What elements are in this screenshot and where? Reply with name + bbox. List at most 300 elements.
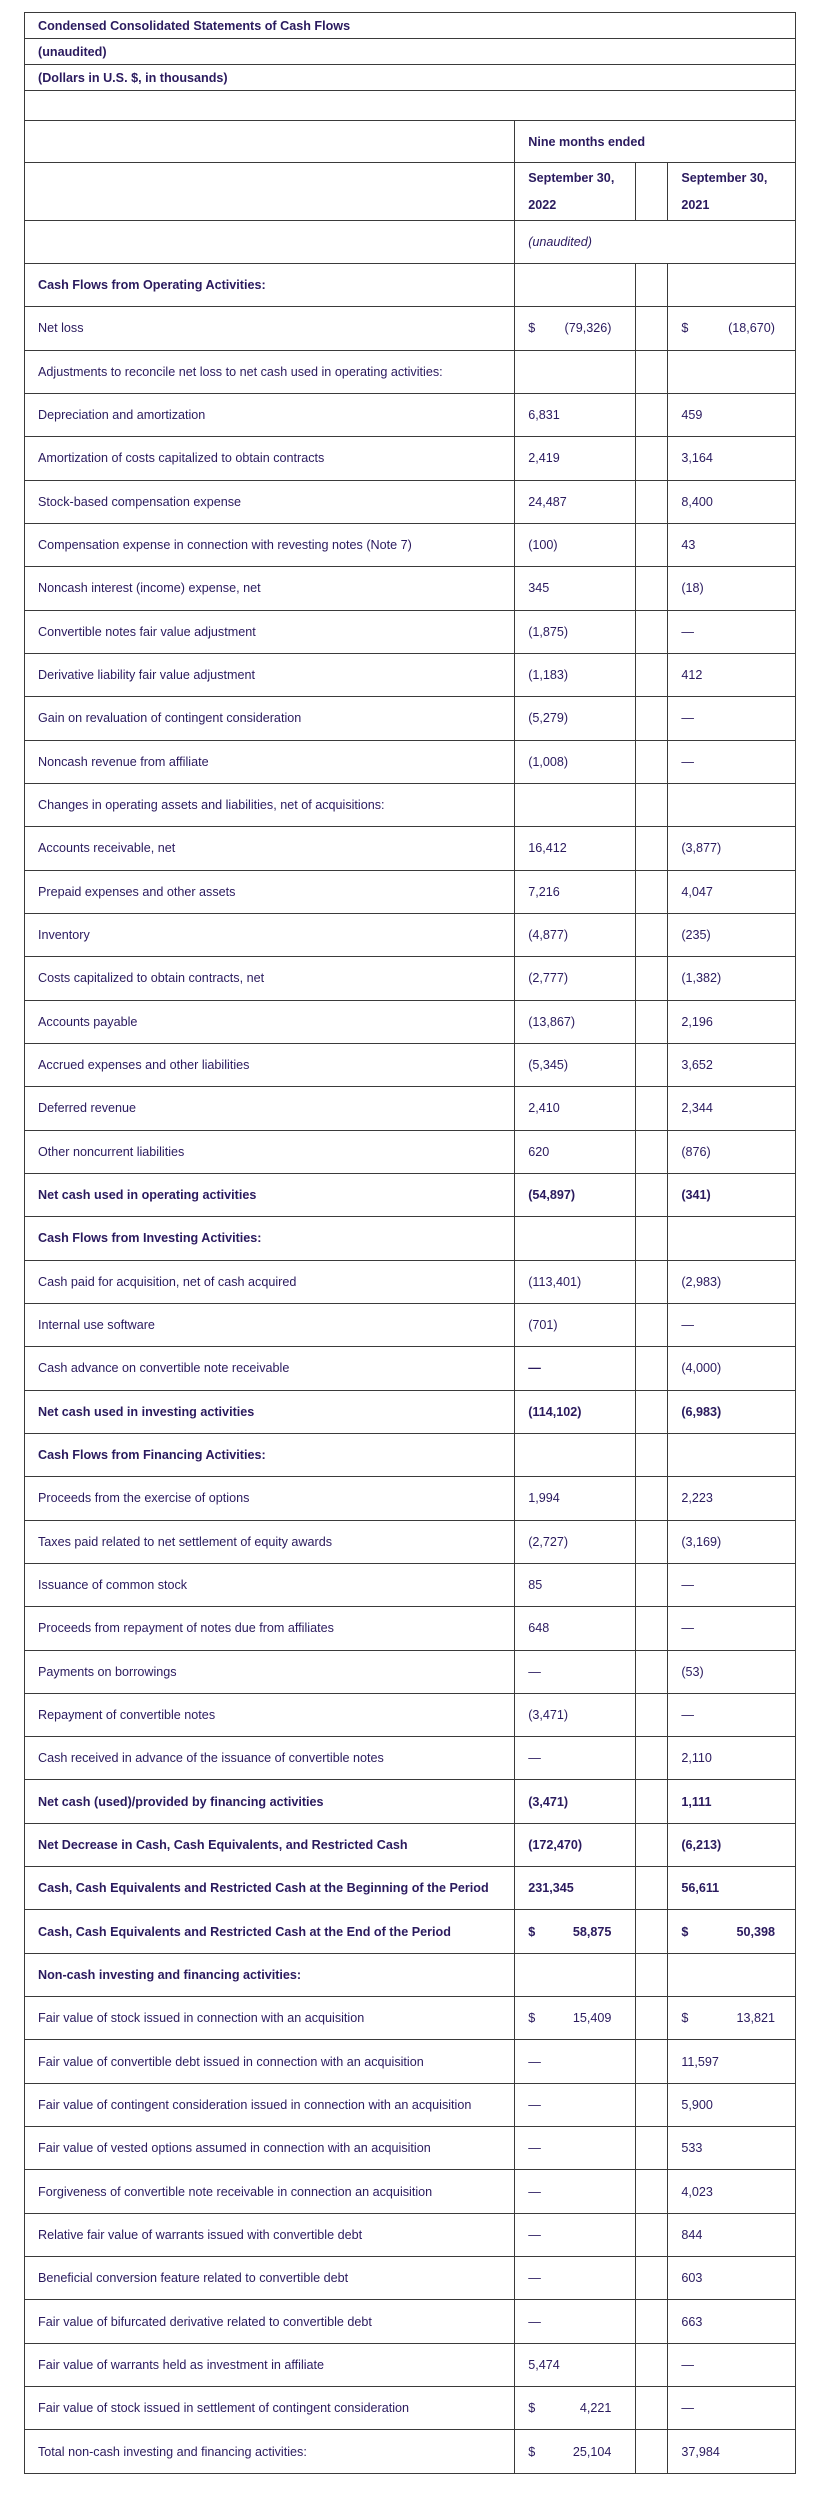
value-2021: (4,000) xyxy=(681,1361,722,1376)
value-2021-cell xyxy=(668,913,796,956)
row-label: Changes in operating assets and liabilities, net of acquisitions: xyxy=(25,783,515,826)
gap-cell xyxy=(636,1130,668,1173)
gap-cell xyxy=(636,1390,668,1433)
value-2022: (701) xyxy=(528,1318,558,1333)
value-2021: 3,164 xyxy=(681,451,713,466)
gap-cell xyxy=(636,1867,668,1910)
value-2021-cell xyxy=(668,1780,796,1823)
value-2022-cell xyxy=(515,913,636,956)
value-2022-cell xyxy=(515,2387,636,2430)
value-2021-cell xyxy=(668,2387,796,2430)
table-row xyxy=(25,783,796,826)
value-2021-cell xyxy=(668,264,796,307)
gap-cell xyxy=(636,480,668,523)
value-2021: 50,398 xyxy=(736,1924,775,1939)
row-label: Fair value of convertible debt issued in connection with an acquisition xyxy=(25,2040,515,2083)
table-row xyxy=(25,2257,796,2300)
row-label: Repayment of convertible notes xyxy=(25,1693,515,1736)
cash-flow-statement xyxy=(24,12,796,2474)
value-2021-cell xyxy=(668,1433,796,1476)
cash-flow-table xyxy=(24,12,796,2474)
gap-cell xyxy=(636,697,668,740)
value-2021: (6,213) xyxy=(681,1837,722,1852)
value-2021-cell xyxy=(668,1347,796,1390)
value-2022-cell xyxy=(515,350,636,393)
value-2022: (3,471) xyxy=(528,1707,569,1722)
unaudited-note: (unaudited) xyxy=(25,39,796,65)
value-2022-cell xyxy=(515,1477,636,1520)
row-label: Cash paid for acquisition, net of cash acquired xyxy=(25,1260,515,1303)
gap-cell xyxy=(636,307,668,350)
gap-cell xyxy=(636,1303,668,1346)
value-2022: (5,345) xyxy=(528,1058,569,1073)
value-2021-cell xyxy=(668,2040,796,2083)
table-row xyxy=(25,1823,796,1866)
row-label: Net Decrease in Cash, Cash Equivalents, and Restricted Cash xyxy=(25,1823,515,1866)
value-2022: (4,877) xyxy=(528,928,569,943)
value-2021-cell xyxy=(668,1260,796,1303)
value-2021-cell xyxy=(668,2127,796,2170)
gap-cell xyxy=(636,957,668,1000)
row-label: Payments on borrowings xyxy=(25,1650,515,1693)
value-2022: (113,401) xyxy=(528,1274,582,1289)
gap-cell xyxy=(636,1737,668,1780)
value-2021-cell xyxy=(668,783,796,826)
row-label: Fair value of vested options assumed in connection with an acquisition xyxy=(25,2127,515,2170)
value-2021-cell xyxy=(668,1910,796,1953)
row-label: Other noncurrent liabilities xyxy=(25,1130,515,1173)
table-row xyxy=(25,1997,796,2040)
header-gap-cell xyxy=(636,163,668,221)
value-2022: — xyxy=(528,2141,541,2156)
value-2022: (2,727) xyxy=(528,1534,569,1549)
value-2021-cell xyxy=(668,1130,796,1173)
value-2022: 4,221 xyxy=(579,2401,612,2416)
table-row xyxy=(25,1910,796,1953)
row-label: Stock-based compensation expense xyxy=(25,480,515,523)
table-row xyxy=(25,1607,796,1650)
value-2021: — xyxy=(681,624,694,639)
row-label: Taxes paid related to net settlement of equity awards xyxy=(25,1520,515,1563)
header-blank-cell xyxy=(25,163,515,221)
value-2021: 2,344 xyxy=(681,1101,713,1116)
value-2022: 2,419 xyxy=(528,451,560,466)
value-2021-cell xyxy=(668,1000,796,1043)
value-2021-cell xyxy=(668,350,796,393)
row-label: Proceeds from repayment of notes due from affiliates xyxy=(25,1607,515,1650)
gap-cell xyxy=(636,2257,668,2300)
value-2021: 3,652 xyxy=(681,1058,713,1073)
table-row xyxy=(25,653,796,696)
value-2021: 4,023 xyxy=(681,2184,713,2199)
value-2022-cell xyxy=(515,523,636,566)
value-2021-cell xyxy=(668,307,796,350)
table-row xyxy=(25,1953,796,1996)
dollar-sign: $ xyxy=(528,1924,536,1939)
value-2021: 43 xyxy=(681,538,696,553)
value-2021: 37,984 xyxy=(681,2444,720,2459)
row-label: Cash advance on convertible note receivable xyxy=(25,1347,515,1390)
gap-cell xyxy=(636,1000,668,1043)
table-row xyxy=(25,913,796,956)
value-2022-cell xyxy=(515,1910,636,1953)
value-2021-cell xyxy=(668,2300,796,2343)
value-2022-cell xyxy=(515,783,636,826)
row-label: Accounts payable xyxy=(25,1000,515,1043)
gap-cell xyxy=(636,1043,668,1086)
value-2021-cell xyxy=(668,1693,796,1736)
value-2022: — xyxy=(528,1361,541,1376)
column-header-2022-year: 2022 xyxy=(528,197,557,212)
value-2021: — xyxy=(681,2357,694,2372)
value-2021-cell xyxy=(668,523,796,566)
value-2022: 648 xyxy=(528,1621,550,1636)
value-2022: 5,474 xyxy=(528,2357,560,2372)
gap-cell xyxy=(636,2387,668,2430)
value-2021-cell xyxy=(668,957,796,1000)
table-row xyxy=(25,2170,796,2213)
value-2022-cell xyxy=(515,2343,636,2386)
value-2021-cell xyxy=(668,2257,796,2300)
value-2021-cell xyxy=(668,827,796,870)
row-label: Beneficial conversion feature related to convertible debt xyxy=(25,2257,515,2300)
value-2022-cell xyxy=(515,1173,636,1216)
value-2022-cell xyxy=(515,1997,636,2040)
value-2022: (54,897) xyxy=(528,1188,576,1203)
value-2022-cell xyxy=(515,1780,636,1823)
value-2022: (1,008) xyxy=(528,754,569,769)
row-label: Inventory xyxy=(25,913,515,956)
table-row xyxy=(25,2430,796,2473)
row-label: Net loss xyxy=(25,307,515,350)
row-label: Issuance of common stock xyxy=(25,1563,515,1606)
value-2021-cell xyxy=(668,2170,796,2213)
row-label: Net cash (used)/provided by financing activities xyxy=(25,1780,515,1823)
gap-cell xyxy=(636,2170,668,2213)
value-2022-cell xyxy=(515,307,636,350)
row-label: Cash, Cash Equivalents and Restricted Cash at the Beginning of the Period xyxy=(25,1867,515,1910)
gap-cell xyxy=(636,1997,668,2040)
value-2022-cell xyxy=(515,1260,636,1303)
gap-cell xyxy=(636,1217,668,1260)
value-2022-cell xyxy=(515,1563,636,1606)
spacer-row xyxy=(25,91,796,121)
value-2021-cell xyxy=(668,653,796,696)
value-2021: 2,223 xyxy=(681,1491,713,1506)
value-2021: 4,047 xyxy=(681,884,713,899)
value-2022-cell xyxy=(515,827,636,870)
row-label: Accrued expenses and other liabilities xyxy=(25,1043,515,1086)
value-2021: 663 xyxy=(681,2314,703,2329)
value-2021-cell xyxy=(668,567,796,610)
row-label: Net cash used in operating activities xyxy=(25,1173,515,1216)
value-2021-cell xyxy=(668,1087,796,1130)
table-row xyxy=(25,1563,796,1606)
value-2022-cell xyxy=(515,1953,636,1996)
row-label: Gain on revaluation of contingent consideration xyxy=(25,697,515,740)
value-2021: (18) xyxy=(681,581,704,596)
value-2021-cell xyxy=(668,1650,796,1693)
gap-cell xyxy=(636,1693,668,1736)
value-2021-cell xyxy=(668,480,796,523)
column-header-2021-date: September 30, xyxy=(681,171,768,186)
value-2021: 11,597 xyxy=(681,2054,719,2069)
value-2021: — xyxy=(681,711,694,726)
gap-cell xyxy=(636,610,668,653)
row-label: Fair value of contingent consideration issued in connection with an acquisition xyxy=(25,2083,515,2126)
table-row xyxy=(25,740,796,783)
value-2021-cell xyxy=(668,1867,796,1910)
value-2021-cell xyxy=(668,1043,796,1086)
gap-cell xyxy=(636,1780,668,1823)
table-row xyxy=(25,957,796,1000)
value-2022: (1,183) xyxy=(528,668,569,683)
value-2021-cell xyxy=(668,610,796,653)
header-blank-cell xyxy=(25,121,515,163)
gap-cell xyxy=(636,2127,668,2170)
gap-cell xyxy=(636,1650,668,1693)
value-2022-cell xyxy=(515,2170,636,2213)
table-row xyxy=(25,523,796,566)
value-2021: 13,821 xyxy=(736,2011,775,2026)
table-row xyxy=(25,2387,796,2430)
value-2022-cell xyxy=(515,1737,636,1780)
value-2021: — xyxy=(681,2401,694,2416)
value-2022-cell xyxy=(515,957,636,1000)
value-2022-cell xyxy=(515,1087,636,1130)
row-label: Cash received in advance of the issuance of convertible notes xyxy=(25,1737,515,1780)
value-2021-cell xyxy=(668,437,796,480)
table-row xyxy=(25,2300,796,2343)
value-2021: 603 xyxy=(681,2271,703,2286)
value-2021-cell xyxy=(668,1173,796,1216)
value-2022: 231,345 xyxy=(528,1881,574,1896)
row-label: Accounts receivable, net xyxy=(25,827,515,870)
gap-cell xyxy=(636,2300,668,2343)
table-row xyxy=(25,1650,796,1693)
value-2022: 15,409 xyxy=(572,2011,612,2026)
row-label: Total non-cash investing and financing activities: xyxy=(25,2430,515,2473)
value-2021: (341) xyxy=(681,1188,711,1203)
value-2022: (79,326) xyxy=(564,321,612,336)
value-2022-cell xyxy=(515,1607,636,1650)
value-2021-cell xyxy=(668,2083,796,2126)
value-2022-cell xyxy=(515,1217,636,1260)
value-2021: 2,196 xyxy=(681,1014,713,1029)
table-row xyxy=(25,1043,796,1086)
value-2021: 5,900 xyxy=(681,2097,713,2112)
value-2021-cell xyxy=(668,1997,796,2040)
table-row xyxy=(25,1303,796,1346)
table-row xyxy=(25,2343,796,2386)
column-header-2022 xyxy=(515,163,636,221)
gap-cell xyxy=(636,437,668,480)
row-label: Amortization of costs capitalized to obtain contracts xyxy=(25,437,515,480)
value-2022-cell xyxy=(515,697,636,740)
value-2022: 620 xyxy=(528,1144,550,1159)
gap-cell xyxy=(636,523,668,566)
dollar-sign: $ xyxy=(681,1924,689,1939)
value-2021: 533 xyxy=(681,2141,703,2156)
value-2021-cell xyxy=(668,1303,796,1346)
value-2022-cell xyxy=(515,393,636,436)
value-2022: (172,470) xyxy=(528,1837,583,1852)
value-2022-cell xyxy=(515,1347,636,1390)
value-2021: (235) xyxy=(681,928,711,943)
value-2021: 459 xyxy=(681,408,703,423)
value-2022: (3,471) xyxy=(528,1794,569,1809)
dollar-sign: $ xyxy=(681,2011,689,2026)
table-row xyxy=(25,2127,796,2170)
gap-cell xyxy=(636,740,668,783)
row-label: Deferred revenue xyxy=(25,1087,515,1130)
value-2022-cell xyxy=(515,610,636,653)
value-2022: — xyxy=(528,1664,541,1679)
table-row xyxy=(25,1693,796,1736)
gap-cell xyxy=(636,913,668,956)
value-2021: — xyxy=(681,1621,694,1636)
value-2021-cell xyxy=(668,1823,796,1866)
gap-cell xyxy=(636,264,668,307)
value-2021-cell xyxy=(668,393,796,436)
value-2022-cell xyxy=(515,264,636,307)
value-2022: 7,216 xyxy=(528,884,560,899)
value-2021: 412 xyxy=(681,668,703,683)
value-2021: — xyxy=(681,1318,694,1333)
value-2021-cell xyxy=(668,740,796,783)
value-2022-cell xyxy=(515,1650,636,1693)
table-row xyxy=(25,567,796,610)
gap-cell xyxy=(636,2343,668,2386)
value-2022: 25,104 xyxy=(572,2444,612,2459)
value-2021-cell xyxy=(668,1217,796,1260)
value-2022: 24,487 xyxy=(528,494,567,509)
gap-cell xyxy=(636,1953,668,1996)
value-2021: 1,111 xyxy=(681,1794,712,1809)
value-2021-cell xyxy=(668,1520,796,1563)
value-2022: 85 xyxy=(528,1578,543,1592)
table-row xyxy=(25,1780,796,1823)
table-row xyxy=(25,264,796,307)
value-2022: — xyxy=(528,2227,541,2242)
row-label: Prepaid expenses and other assets xyxy=(25,870,515,913)
gap-cell xyxy=(636,393,668,436)
gap-cell xyxy=(636,1087,668,1130)
value-2022-cell xyxy=(515,2257,636,2300)
dollar-sign: $ xyxy=(528,321,536,336)
value-2021: 2,110 xyxy=(681,1751,712,1766)
value-2022: 2,410 xyxy=(528,1101,560,1116)
value-2022-cell xyxy=(515,567,636,610)
value-2022: 1,994 xyxy=(528,1491,560,1506)
gap-cell xyxy=(636,567,668,610)
unaudited-italic: (unaudited) xyxy=(515,221,796,264)
value-2022-cell xyxy=(515,2083,636,2126)
value-2022: 345 xyxy=(528,581,550,596)
gap-cell xyxy=(636,783,668,826)
gap-cell xyxy=(636,1433,668,1476)
value-2021-cell xyxy=(668,2430,796,2473)
column-header-2021-year: 2021 xyxy=(681,197,710,212)
period-header: Nine months ended xyxy=(515,121,796,163)
value-2021: 56,611 xyxy=(681,1881,720,1896)
table-row xyxy=(25,1520,796,1563)
gap-cell xyxy=(636,2040,668,2083)
table-row xyxy=(25,1087,796,1130)
value-2022: (2,777) xyxy=(528,971,569,986)
gap-cell xyxy=(636,2213,668,2256)
row-label: Internal use software xyxy=(25,1303,515,1346)
table-row xyxy=(25,610,796,653)
value-2021: — xyxy=(681,1578,694,1592)
value-2022-cell xyxy=(515,2213,636,2256)
table-row xyxy=(25,480,796,523)
gap-cell xyxy=(636,1260,668,1303)
row-label: Cash Flows from Operating Activities: xyxy=(25,264,515,307)
table-row xyxy=(25,1477,796,1520)
value-2022-cell xyxy=(515,653,636,696)
value-2021: (3,169) xyxy=(681,1534,722,1549)
value-2022-cell xyxy=(515,437,636,480)
value-2022-cell xyxy=(515,1000,636,1043)
table-row xyxy=(25,1867,796,1910)
value-2021-cell xyxy=(668,2343,796,2386)
gap-cell xyxy=(636,653,668,696)
value-2021: (2,983) xyxy=(681,1274,722,1289)
value-2022-cell xyxy=(515,1867,636,1910)
table-row xyxy=(25,1433,796,1476)
table-row xyxy=(25,697,796,740)
table-row xyxy=(25,2213,796,2256)
value-2021-cell xyxy=(668,1390,796,1433)
value-2021: (53) xyxy=(681,1664,704,1679)
value-2022-cell xyxy=(515,740,636,783)
units-note: (Dollars in U.S. $, in thousands) xyxy=(25,65,796,91)
row-label: Convertible notes fair value adjustment xyxy=(25,610,515,653)
value-2021-cell xyxy=(668,1737,796,1780)
gap-cell xyxy=(636,2083,668,2126)
gap-cell xyxy=(636,1520,668,1563)
value-2022: — xyxy=(528,2271,541,2286)
gap-cell xyxy=(636,2430,668,2473)
row-label: Derivative liability fair value adjustment xyxy=(25,653,515,696)
row-label: Adjustments to reconcile net loss to net cash used in operating activities: xyxy=(25,350,515,393)
value-2021-cell xyxy=(668,870,796,913)
value-2022: (5,279) xyxy=(528,711,569,726)
value-2022-cell xyxy=(515,1433,636,1476)
row-label: Forgiveness of convertible note receivable in connection an acquisition xyxy=(25,2170,515,2213)
gap-cell xyxy=(636,1563,668,1606)
value-2022: — xyxy=(528,1751,541,1766)
row-label: Costs capitalized to obtain contracts, net xyxy=(25,957,515,1000)
value-2022-cell xyxy=(515,1520,636,1563)
dollar-sign: $ xyxy=(528,2444,536,2459)
dollar-sign: $ xyxy=(528,2011,536,2026)
value-2022-cell xyxy=(515,2040,636,2083)
row-label: Noncash interest (income) expense, net xyxy=(25,567,515,610)
value-2022: (114,102) xyxy=(528,1404,582,1419)
row-label: Proceeds from the exercise of options xyxy=(25,1477,515,1520)
value-2022: 16,412 xyxy=(528,841,567,856)
column-header-2022-date: September 30, xyxy=(528,171,615,186)
row-label: Depreciation and amortization xyxy=(25,393,515,436)
value-2022: 58,875 xyxy=(572,1924,612,1939)
table-row xyxy=(25,1260,796,1303)
gap-cell xyxy=(636,870,668,913)
table-row xyxy=(25,870,796,913)
gap-cell xyxy=(636,1477,668,1520)
gap-cell xyxy=(636,1823,668,1866)
